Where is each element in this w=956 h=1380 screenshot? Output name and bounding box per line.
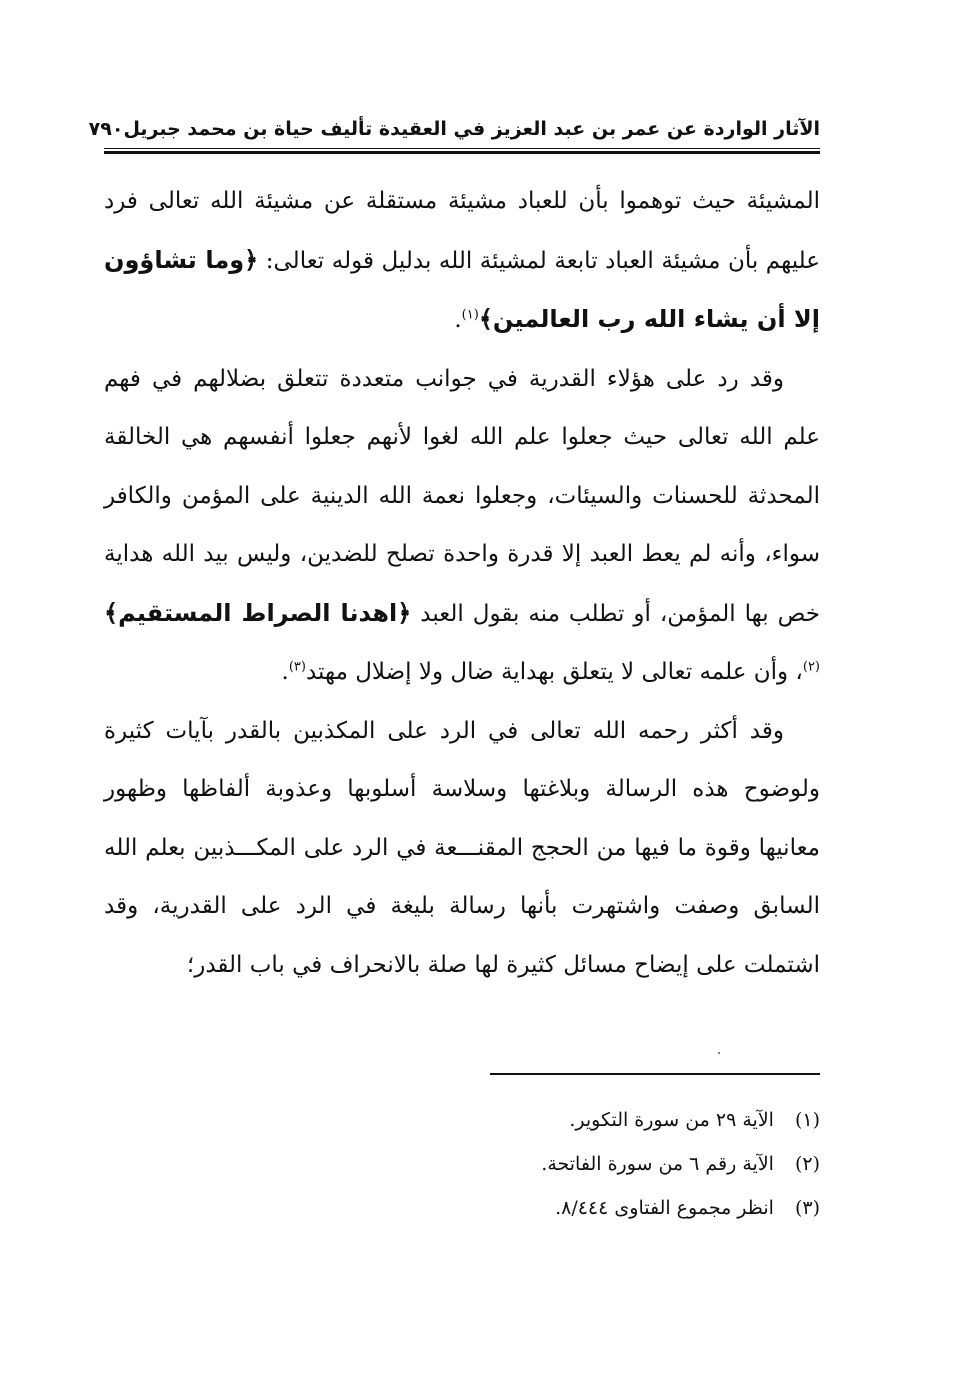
footnote-text: انظر مجموع الفتاوى ٨/٤٤٤. — [555, 1197, 774, 1219]
paragraph-text: وقد أكثر رحمه الله تعالى في الرد على المكذبين بالقدر بآيات كثيرة ولوضوح هذه الرسالة وبلاغتها وسلاسة أسلوبها وعذوبة ألفاظها وظهور معانيها وقوة ما فيها من الحجج المقنـــعة في الرد على المكـــذبين بعلم الله السابق وصفت واشتهرت بأنها رسالة بليغة في الرد على القدرية، وقد اشتملت على إيضاح مسائل كثيرة لها صلة بالانحراف في باب القدر؛ — [104, 717, 820, 978]
header-divider — [104, 148, 820, 154]
quran-verse: ﴿وما تشاؤون إلا أن يشاء الله رب العالمين﴾ — [104, 245, 820, 333]
paragraph-text: . — [281, 659, 289, 685]
footnote-number: (٢) — [794, 1153, 820, 1175]
footnote-reference: (٣) — [288, 659, 306, 675]
main-text — [104, 172, 820, 994]
footnote-text: الآية رقم ٦ من سورة الفاتحة. — [541, 1153, 774, 1175]
footnote-text: الآية ٢٩ من سورة التكوير. — [569, 1109, 774, 1131]
scan-speck — [718, 1052, 720, 1054]
paragraph-2 — [104, 350, 820, 702]
paragraph-3 — [104, 702, 820, 995]
footnote-2 — [104, 1142, 820, 1186]
footnote-reference: (١) — [461, 307, 479, 323]
footnote-divider — [490, 1073, 820, 1075]
paragraph-text: وقد رد على هؤلاء القدرية في جوانب متعددة تتعلق بضلالهم في فهم علم الله تعالى حيث جعلوا علم الله لغوا لأنهم جعلوا أنفسهم هي الخالقة المحدثة للحسنات والسيئات، وجعلوا نعمة الله الدينية على المؤمن والكافر سواء، وأنه لم يعط العبد إلا قدرة واحدة تصلح للضدين، وليس بيد الله هداية خص بها المؤمن، أو تطلب منه بقول العبد — [104, 365, 820, 627]
quran-verse: ﴿اهدنا الصراط المستقيم﴾ — [104, 598, 412, 627]
running-header — [88, 112, 820, 146]
paragraph-text: . — [454, 307, 462, 333]
footnotes — [104, 1098, 820, 1230]
footnote-number: (١) — [794, 1109, 820, 1131]
footnote-3 — [104, 1186, 820, 1230]
page-number: ٧٩٠ — [88, 118, 124, 140]
footnote-1 — [104, 1098, 820, 1142]
paragraph-text: ، وأن علمه تعالى لا يتعلق بهداية ضال ولا إضلال مهتد — [305, 659, 803, 685]
footnote-reference: (٢) — [802, 659, 820, 675]
header-title: الآثار الواردة عن عمر بن عبد العزيز في العقيدة تأليف حياة بن محمد جبريل — [123, 118, 820, 140]
footnote-number: (٣) — [794, 1197, 820, 1219]
paragraph-1 — [104, 172, 820, 350]
paragraph-text: المشيئة حيث توهموا بأن للعباد مشيئة مستقلة عن مشيئة الله تعالى فرد عليهم بأن مشيئة العباد تابعة لمشيئة الله بدليل قوله تعالى: — [104, 188, 820, 274]
